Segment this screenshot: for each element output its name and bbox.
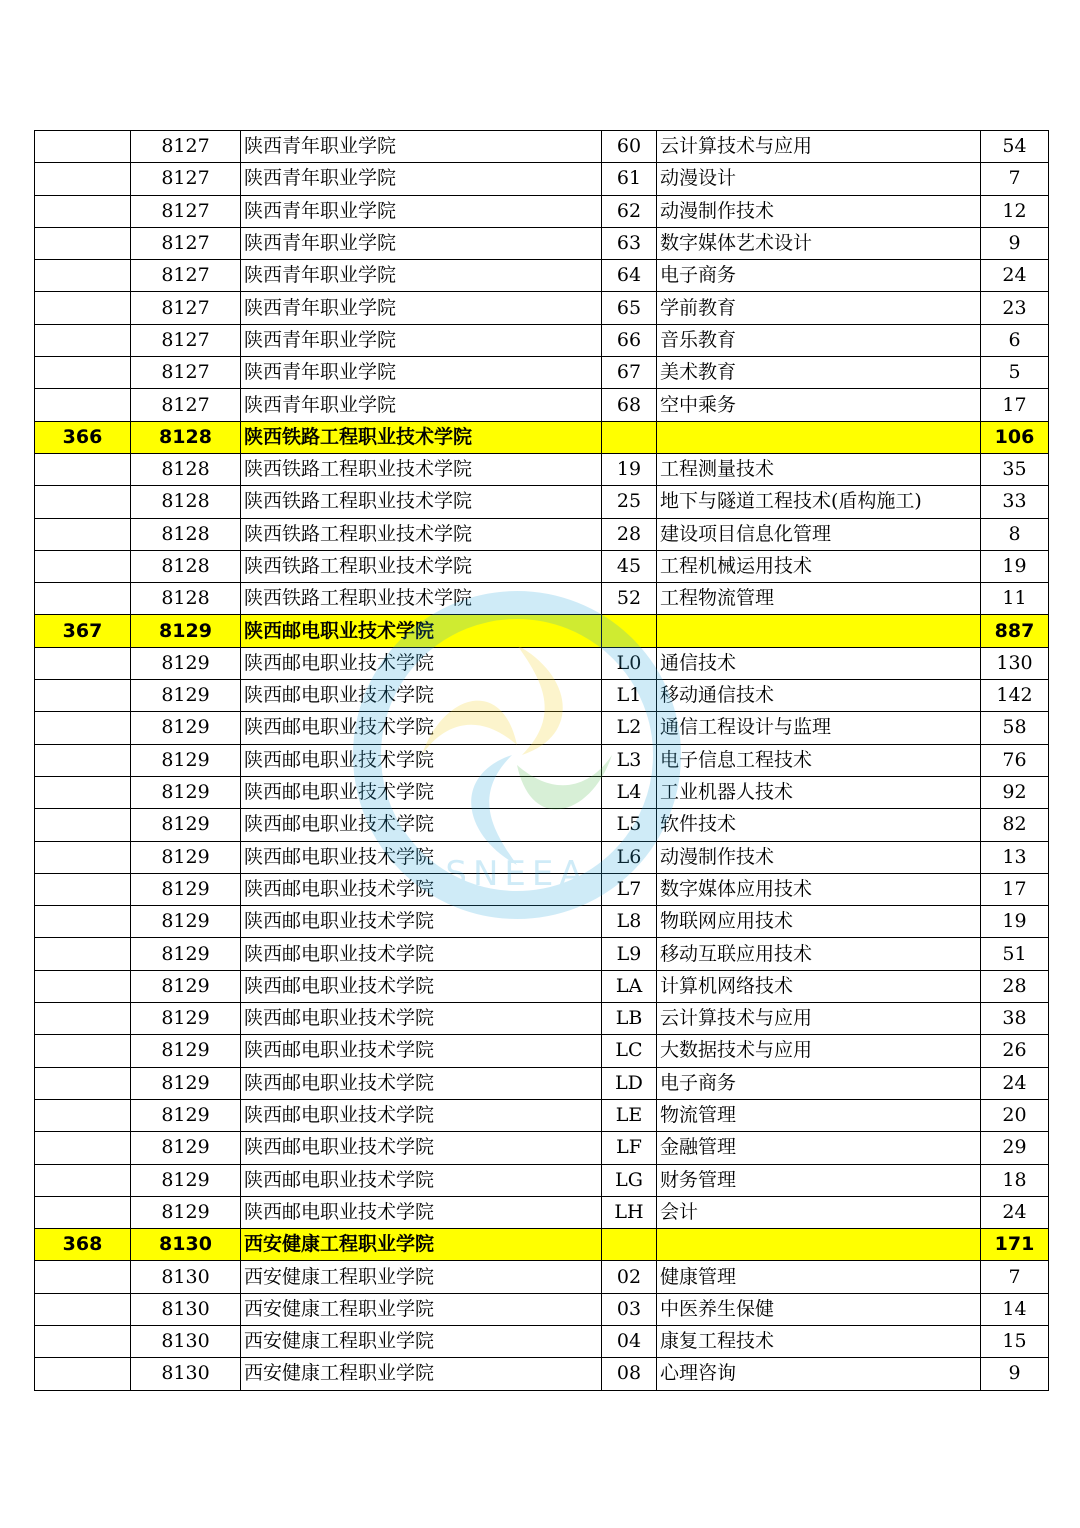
cell-seq — [35, 1325, 131, 1357]
cell-seq — [35, 389, 131, 421]
cell-school-name: 陕西青年职业学院 — [241, 357, 602, 389]
cell-major-name: 软件技术 — [657, 809, 981, 841]
cell-major-code: 03 — [602, 1293, 657, 1325]
cell-school-code: 8129 — [131, 647, 241, 679]
cell-major-name: 数字媒体艺术设计 — [657, 227, 981, 259]
cell-major-name: 地下与隧道工程技术(盾构施工) — [657, 486, 981, 518]
cell-major-name: 通信技术 — [657, 647, 981, 679]
cell-major-name: 大数据技术与应用 — [657, 1035, 981, 1067]
cell-plan-count: 82 — [981, 809, 1049, 841]
cell-major-code: LB — [602, 1003, 657, 1035]
cell-plan-count: 17 — [981, 389, 1049, 421]
cell-school-name: 陕西青年职业学院 — [241, 389, 602, 421]
cell-plan-count: 6 — [981, 324, 1049, 356]
cell-major-code: 67 — [602, 357, 657, 389]
cell-school-code: 8129 — [131, 712, 241, 744]
cell-plan-count: 76 — [981, 744, 1049, 776]
cell-major-code: 66 — [602, 324, 657, 356]
cell-major-name: 动漫制作技术 — [657, 195, 981, 227]
cell-plan-count: 9 — [981, 227, 1049, 259]
cell-school-code: 8127 — [131, 389, 241, 421]
cell-school-name: 陕西邮电职业技术学院 — [241, 1035, 602, 1067]
cell-school-code: 8127 — [131, 131, 241, 163]
cell-plan-count: 5 — [981, 357, 1049, 389]
cell-major-name: 音乐教育 — [657, 324, 981, 356]
cell-school-code: 8129 — [131, 1035, 241, 1067]
table-row — [35, 1067, 1049, 1099]
cell-seq — [35, 550, 131, 582]
cell-seq — [35, 163, 131, 195]
cell-plan-count: 12 — [981, 195, 1049, 227]
cell-plan-count: 7 — [981, 163, 1049, 195]
cell-school-name: 西安健康工程职业学院 — [241, 1325, 602, 1357]
cell-school-name: 陕西邮电职业技术学院 — [241, 1196, 602, 1228]
cell-plan-count: 11 — [981, 583, 1049, 615]
cell-seq: 368 — [35, 1229, 131, 1261]
cell-major-code: LG — [602, 1164, 657, 1196]
cell-school-code: 8128 — [131, 518, 241, 550]
table-row — [35, 776, 1049, 808]
cell-school-name: 西安健康工程职业学院 — [241, 1261, 602, 1293]
cell-seq — [35, 357, 131, 389]
cell-school-name: 陕西邮电职业技术学院 — [241, 647, 602, 679]
school-summary-row — [35, 421, 1049, 453]
cell-major-code: L1 — [602, 680, 657, 712]
cell-plan-count: 54 — [981, 131, 1049, 163]
cell-plan-count: 19 — [981, 906, 1049, 938]
cell-major-code: LE — [602, 1099, 657, 1131]
cell-seq — [35, 195, 131, 227]
cell-major-code: 28 — [602, 518, 657, 550]
cell-school-code: 8129 — [131, 1196, 241, 1228]
cell-seq — [35, 486, 131, 518]
cell-seq — [35, 1358, 131, 1390]
cell-school-code: 8130 — [131, 1325, 241, 1357]
cell-school-name: 陕西铁路工程职业技术学院 — [241, 583, 602, 615]
cell-seq — [35, 292, 131, 324]
cell-major-name: 动漫设计 — [657, 163, 981, 195]
cell-plan-count: 35 — [981, 453, 1049, 485]
cell-plan-count: 17 — [981, 873, 1049, 905]
cell-plan-count: 24 — [981, 260, 1049, 292]
cell-major-code: 19 — [602, 453, 657, 485]
cell-seq — [35, 518, 131, 550]
table-row — [35, 970, 1049, 1002]
cell-seq — [35, 1261, 131, 1293]
cell-school-code: 8127 — [131, 292, 241, 324]
cell-major-name: 云计算技术与应用 — [657, 131, 981, 163]
table-row — [35, 453, 1049, 485]
cell-school-code: 8130 — [131, 1293, 241, 1325]
cell-school-name: 陕西邮电职业技术学院 — [241, 906, 602, 938]
cell-school-code: 8127 — [131, 260, 241, 292]
cell-school-code: 8127 — [131, 195, 241, 227]
cell-school-name: 陕西邮电职业技术学院 — [241, 680, 602, 712]
cell-plan-count: 51 — [981, 938, 1049, 970]
cell-school-name: 陕西邮电职业技术学院 — [241, 809, 602, 841]
cell-plan-count: 15 — [981, 1325, 1049, 1357]
cell-plan-count: 24 — [981, 1196, 1049, 1228]
cell-school-code: 8129 — [131, 809, 241, 841]
table-row — [35, 1358, 1049, 1390]
cell-plan-count: 9 — [981, 1358, 1049, 1390]
cell-plan-count: 20 — [981, 1099, 1049, 1131]
cell-school-name: 陕西青年职业学院 — [241, 195, 602, 227]
cell-major-name: 电子商务 — [657, 1067, 981, 1099]
cell-seq — [35, 583, 131, 615]
cell-plan-count: 24 — [981, 1067, 1049, 1099]
cell-major-name: 动漫制作技术 — [657, 841, 981, 873]
table-row — [35, 938, 1049, 970]
cell-seq — [35, 841, 131, 873]
table-row — [35, 712, 1049, 744]
cell-plan-count: 7 — [981, 1261, 1049, 1293]
table-row — [35, 841, 1049, 873]
cell-major-code: LA — [602, 970, 657, 1002]
enrollment-plan-table — [34, 130, 1049, 1391]
cell-major-name: 物流管理 — [657, 1099, 981, 1131]
table-row — [35, 324, 1049, 356]
cell-major-code — [602, 615, 657, 647]
cell-major-name: 移动互联应用技术 — [657, 938, 981, 970]
cell-major-name: 学前教育 — [657, 292, 981, 324]
cell-school-code: 8129 — [131, 938, 241, 970]
cell-major-name: 云计算技术与应用 — [657, 1003, 981, 1035]
cell-seq — [35, 1293, 131, 1325]
cell-major-name: 建设项目信息化管理 — [657, 518, 981, 550]
cell-major-name: 会计 — [657, 1196, 981, 1228]
cell-major-name: 工业机器人技术 — [657, 776, 981, 808]
table-row — [35, 260, 1049, 292]
cell-school-name: 陕西青年职业学院 — [241, 292, 602, 324]
cell-major-name: 金融管理 — [657, 1132, 981, 1164]
cell-major-name: 计算机网络技术 — [657, 970, 981, 1002]
cell-school-code: 8128 — [131, 453, 241, 485]
cell-school-code: 8129 — [131, 1067, 241, 1099]
cell-seq — [35, 647, 131, 679]
cell-major-code: 45 — [602, 550, 657, 582]
cell-school-code: 8130 — [131, 1261, 241, 1293]
cell-seq — [35, 131, 131, 163]
cell-seq — [35, 1132, 131, 1164]
cell-plan-count: 13 — [981, 841, 1049, 873]
cell-major-name — [657, 421, 981, 453]
cell-plan-count: 23 — [981, 292, 1049, 324]
table-row — [35, 1196, 1049, 1228]
cell-school-code: 8127 — [131, 227, 241, 259]
cell-school-code: 8129 — [131, 970, 241, 1002]
cell-major-code: L5 — [602, 809, 657, 841]
cell-school-name: 陕西邮电职业技术学院 — [241, 841, 602, 873]
cell-major-code: 52 — [602, 583, 657, 615]
cell-seq — [35, 1099, 131, 1131]
table-row — [35, 292, 1049, 324]
cell-major-code: 62 — [602, 195, 657, 227]
table-row — [35, 1035, 1049, 1067]
table-row — [35, 486, 1049, 518]
cell-seq — [35, 324, 131, 356]
table-row — [35, 518, 1049, 550]
cell-major-code: L0 — [602, 647, 657, 679]
table-row — [35, 1293, 1049, 1325]
table-row — [35, 583, 1049, 615]
cell-school-name: 陕西铁路工程职业技术学院 — [241, 453, 602, 485]
cell-school-name: 陕西邮电职业技术学院 — [241, 1132, 602, 1164]
table-row — [35, 647, 1049, 679]
cell-major-code: L2 — [602, 712, 657, 744]
cell-major-name: 空中乘务 — [657, 389, 981, 421]
table-row — [35, 873, 1049, 905]
table-row — [35, 744, 1049, 776]
cell-major-code: 08 — [602, 1358, 657, 1390]
cell-major-code: 68 — [602, 389, 657, 421]
table-row — [35, 227, 1049, 259]
cell-major-name: 心理咨询 — [657, 1358, 981, 1390]
cell-major-name: 工程物流管理 — [657, 583, 981, 615]
cell-plan-count: 130 — [981, 647, 1049, 679]
cell-school-code: 8128 — [131, 421, 241, 453]
cell-major-code — [602, 1229, 657, 1261]
cell-school-code: 8129 — [131, 1099, 241, 1131]
cell-school-code: 8129 — [131, 744, 241, 776]
cell-plan-count: 14 — [981, 1293, 1049, 1325]
table-row — [35, 131, 1049, 163]
cell-major-name: 美术教育 — [657, 357, 981, 389]
cell-major-code: 61 — [602, 163, 657, 195]
cell-plan-count: 92 — [981, 776, 1049, 808]
table-row — [35, 906, 1049, 938]
cell-major-code: LF — [602, 1132, 657, 1164]
cell-seq — [35, 1067, 131, 1099]
cell-school-name: 陕西青年职业学院 — [241, 227, 602, 259]
cell-seq — [35, 809, 131, 841]
cell-school-code: 8129 — [131, 873, 241, 905]
cell-major-code: 63 — [602, 227, 657, 259]
cell-school-code: 8129 — [131, 841, 241, 873]
cell-major-code: LD — [602, 1067, 657, 1099]
table-row — [35, 1132, 1049, 1164]
cell-school-name: 陕西铁路工程职业技术学院 — [241, 518, 602, 550]
cell-major-code: 25 — [602, 486, 657, 518]
cell-major-code: 65 — [602, 292, 657, 324]
cell-major-name: 电子信息工程技术 — [657, 744, 981, 776]
cell-plan-count: 26 — [981, 1035, 1049, 1067]
table-body — [35, 131, 1049, 1391]
cell-school-code: 8128 — [131, 486, 241, 518]
cell-school-name: 陕西邮电职业技术学院 — [241, 744, 602, 776]
cell-major-name — [657, 1229, 981, 1261]
cell-major-name: 移动通信技术 — [657, 680, 981, 712]
cell-plan-count: 18 — [981, 1164, 1049, 1196]
cell-major-code: 60 — [602, 131, 657, 163]
cell-seq — [35, 776, 131, 808]
cell-school-code: 8129 — [131, 1132, 241, 1164]
cell-plan-count: 142 — [981, 680, 1049, 712]
cell-school-code: 8129 — [131, 680, 241, 712]
cell-major-name: 通信工程设计与监理 — [657, 712, 981, 744]
cell-school-code: 8127 — [131, 163, 241, 195]
cell-school-name: 陕西邮电职业技术学院 — [241, 938, 602, 970]
cell-seq — [35, 1003, 131, 1035]
cell-major-code: L9 — [602, 938, 657, 970]
table-row — [35, 680, 1049, 712]
cell-seq — [35, 227, 131, 259]
cell-seq — [35, 938, 131, 970]
cell-seq — [35, 453, 131, 485]
cell-seq: 366 — [35, 421, 131, 453]
cell-seq — [35, 680, 131, 712]
cell-school-code: 8127 — [131, 324, 241, 356]
cell-school-name: 陕西青年职业学院 — [241, 324, 602, 356]
cell-major-code: L8 — [602, 906, 657, 938]
cell-school-name: 陕西铁路工程职业技术学院 — [241, 486, 602, 518]
cell-major-name: 电子商务 — [657, 260, 981, 292]
cell-school-name: 陕西邮电职业技术学院 — [241, 873, 602, 905]
cell-major-name: 健康管理 — [657, 1261, 981, 1293]
cell-major-name: 物联网应用技术 — [657, 906, 981, 938]
cell-seq — [35, 1035, 131, 1067]
cell-seq: 367 — [35, 615, 131, 647]
cell-school-name: 陕西邮电职业技术学院 — [241, 970, 602, 1002]
cell-seq — [35, 712, 131, 744]
cell-seq — [35, 970, 131, 1002]
table-row — [35, 163, 1049, 195]
cell-school-name: 西安健康工程职业学院 — [241, 1293, 602, 1325]
cell-school-code: 8127 — [131, 357, 241, 389]
cell-seq — [35, 906, 131, 938]
cell-school-name: 陕西邮电职业技术学院 — [241, 1164, 602, 1196]
cell-seq — [35, 1164, 131, 1196]
table-row — [35, 1164, 1049, 1196]
cell-major-name: 康复工程技术 — [657, 1325, 981, 1357]
cell-major-code: L3 — [602, 744, 657, 776]
cell-major-name: 数字媒体应用技术 — [657, 873, 981, 905]
cell-plan-count: 28 — [981, 970, 1049, 1002]
school-summary-row — [35, 1229, 1049, 1261]
cell-school-name: 陕西邮电职业技术学院 — [241, 712, 602, 744]
cell-plan-count: 38 — [981, 1003, 1049, 1035]
cell-seq — [35, 260, 131, 292]
cell-major-code: 64 — [602, 260, 657, 292]
cell-school-code: 8129 — [131, 906, 241, 938]
cell-seq — [35, 744, 131, 776]
cell-plan-count: 887 — [981, 615, 1049, 647]
cell-major-code: L4 — [602, 776, 657, 808]
cell-plan-count: 58 — [981, 712, 1049, 744]
table-row — [35, 550, 1049, 582]
cell-school-code: 8130 — [131, 1358, 241, 1390]
cell-major-code: L6 — [602, 841, 657, 873]
cell-plan-count: 171 — [981, 1229, 1049, 1261]
cell-major-name: 中医养生保健 — [657, 1293, 981, 1325]
cell-seq — [35, 873, 131, 905]
cell-school-name: 陕西邮电职业技术学院 — [241, 1099, 602, 1131]
table-row — [35, 357, 1049, 389]
cell-school-code: 8130 — [131, 1229, 241, 1261]
cell-major-code: LH — [602, 1196, 657, 1228]
cell-school-name: 陕西邮电职业技术学院 — [241, 776, 602, 808]
cell-plan-count: 33 — [981, 486, 1049, 518]
cell-plan-count: 106 — [981, 421, 1049, 453]
cell-major-code: L7 — [602, 873, 657, 905]
cell-major-name: 财务管理 — [657, 1164, 981, 1196]
cell-school-name: 陕西铁路工程职业技术学院 — [241, 421, 602, 453]
cell-major-code: LC — [602, 1035, 657, 1067]
cell-major-name: 工程测量技术 — [657, 453, 981, 485]
cell-school-code: 8129 — [131, 1164, 241, 1196]
cell-school-code: 8128 — [131, 583, 241, 615]
cell-school-name: 陕西青年职业学院 — [241, 131, 602, 163]
cell-major-name — [657, 615, 981, 647]
school-summary-row — [35, 615, 1049, 647]
cell-school-code: 8128 — [131, 550, 241, 582]
cell-school-name: 西安健康工程职业学院 — [241, 1229, 602, 1261]
cell-school-name: 陕西邮电职业技术学院 — [241, 1067, 602, 1099]
cell-school-name: 陕西青年职业学院 — [241, 260, 602, 292]
table-row — [35, 195, 1049, 227]
table-row — [35, 1261, 1049, 1293]
cell-seq — [35, 1196, 131, 1228]
cell-plan-count: 19 — [981, 550, 1049, 582]
cell-plan-count: 8 — [981, 518, 1049, 550]
cell-major-code — [602, 421, 657, 453]
cell-major-code: 02 — [602, 1261, 657, 1293]
table-row — [35, 1325, 1049, 1357]
cell-major-code: 04 — [602, 1325, 657, 1357]
cell-major-name: 工程机械运用技术 — [657, 550, 981, 582]
cell-school-code: 8129 — [131, 1003, 241, 1035]
cell-plan-count: 29 — [981, 1132, 1049, 1164]
table-row — [35, 1003, 1049, 1035]
table-row — [35, 1099, 1049, 1131]
table-row — [35, 389, 1049, 421]
cell-school-name: 陕西邮电职业技术学院 — [241, 615, 602, 647]
cell-school-name: 陕西青年职业学院 — [241, 163, 602, 195]
cell-school-name: 陕西邮电职业技术学院 — [241, 1003, 602, 1035]
cell-school-code: 8129 — [131, 776, 241, 808]
watermark-text: SNEEA — [445, 854, 589, 894]
cell-school-name: 陕西铁路工程职业技术学院 — [241, 550, 602, 582]
cell-school-name: 西安健康工程职业学院 — [241, 1358, 602, 1390]
cell-school-code: 8129 — [131, 615, 241, 647]
table-row — [35, 809, 1049, 841]
